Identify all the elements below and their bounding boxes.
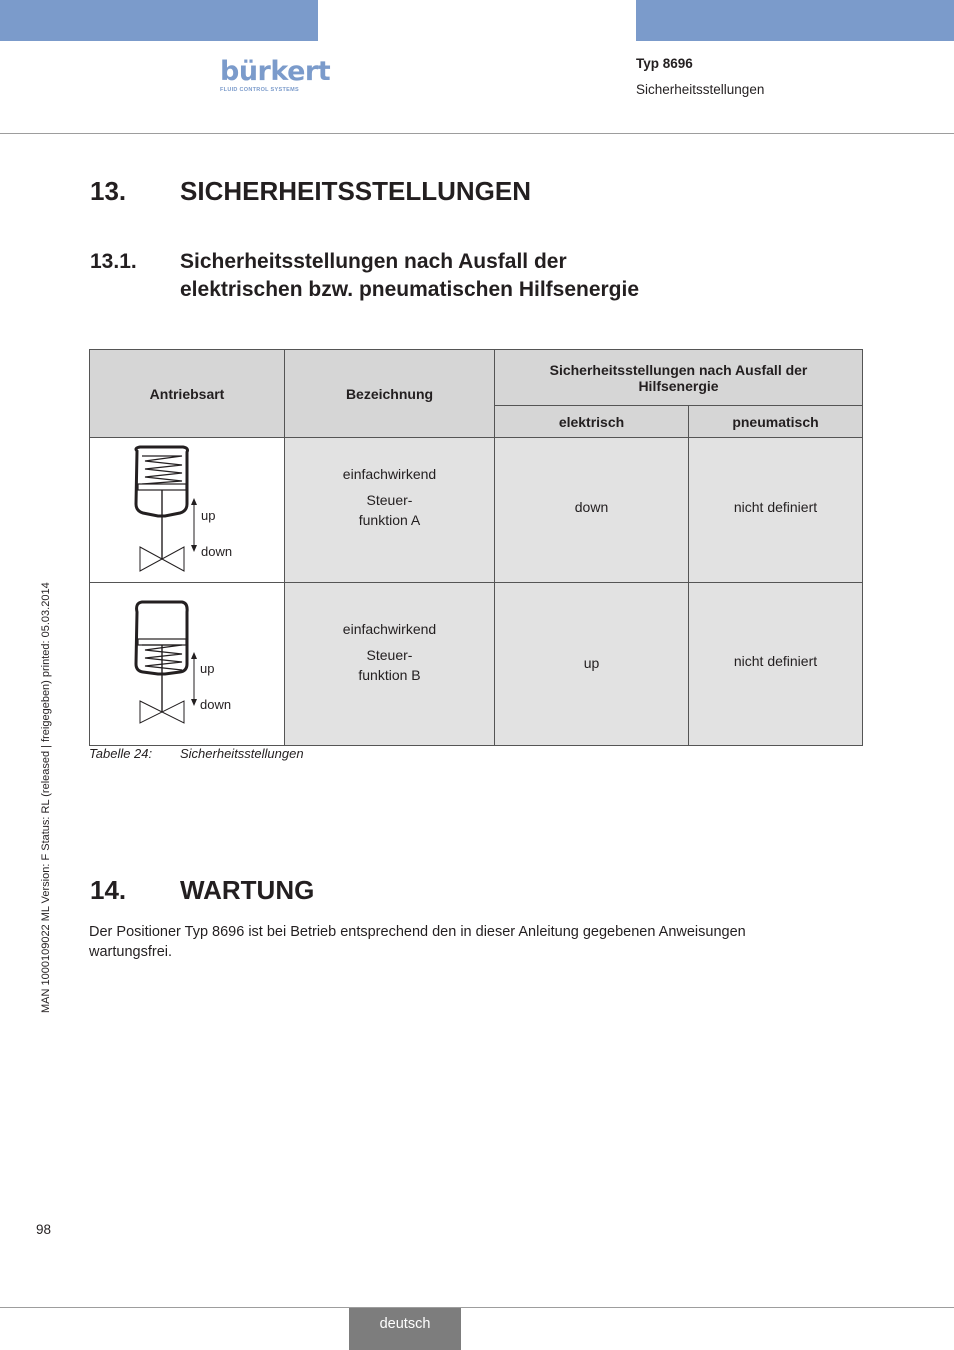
wartung-paragraph: Der Positioner Typ 8696 ist bei Betrieb entsprechend den in dieser Anleitung gegebenen Anweisungen wartungsfrei. — [89, 924, 746, 960]
section-13-1-number: 13.1. — [90, 250, 137, 273]
header-product: Typ 8696 — [636, 56, 693, 71]
bez-a-line3: funktion A — [358, 512, 421, 528]
logo-wordmark: bürkert — [220, 56, 331, 87]
actuator-diagram-cell — [90, 583, 285, 746]
header-section: Sicherheitsstellungen — [636, 82, 765, 97]
pneumatisch-cell-b — [689, 583, 863, 746]
bez-a-line2: Steuer- — [366, 492, 413, 508]
bez-b-line2: Steuer- — [366, 647, 413, 663]
chapter-14-number: 14. — [90, 875, 127, 905]
header-safety-group — [495, 350, 863, 406]
document-status-text: MAN 1000109022 ML Version: F Status: RL (released | freigegeben) printed: 05.03.2014 — [40, 582, 52, 1013]
table-caption-label: Tabelle 24: — [89, 746, 153, 761]
actuator-b-down-label: down — [200, 697, 232, 712]
header-pneumatisch: pneumatisch — [689, 406, 863, 438]
actuator-diagram-cell — [90, 438, 285, 583]
header-antriebsart: Antriebsart — [90, 350, 285, 438]
chapter-13-number: 13. — [90, 176, 127, 206]
footer-divider — [0, 1307, 954, 1308]
elektrisch-cell-a — [495, 438, 689, 583]
bez-b-line3: funktion B — [358, 667, 421, 683]
pneumatisch-cell-a — [689, 438, 863, 583]
bez-b-line1: einfachwirkend — [342, 621, 437, 637]
section-13-1-title-line2: elektrischen bzw. pneumatischen Hilfsenergie — [180, 278, 640, 301]
safety-positions-table — [89, 349, 863, 746]
actuator-b-diagram — [90, 583, 285, 742]
bezeichnung-cell-a — [285, 438, 495, 583]
actuator-a-down-label: down — [201, 544, 233, 559]
table-caption-text: Sicherheitsstellungen — [180, 746, 304, 761]
elektrisch-cell-b — [495, 583, 689, 746]
logo-subtitle: FLUID CONTROL SYSTEMS — [220, 87, 299, 93]
pneumatisch-a-value: nicht definiert — [733, 499, 818, 515]
actuator-b-up-label: up — [200, 661, 215, 676]
header-safety-group-label: Sicherheitsstellungen nach Ausfall der Hilfsenergie — [549, 361, 808, 394]
header-bezeichnung: Bezeichnung — [285, 350, 495, 438]
header-band-right — [636, 0, 954, 41]
language-tab: deutsch — [349, 1308, 461, 1350]
header-band-left — [0, 0, 318, 41]
pneumatisch-b-value: nicht definiert — [733, 653, 818, 669]
section-13-1-title-line1: Sicherheitsstellungen nach Ausfall der — [180, 250, 567, 273]
actuator-a-up-label: up — [201, 508, 216, 523]
bez-a-line1: einfachwirkend — [342, 466, 437, 482]
header-divider — [0, 133, 954, 134]
chapter-14-title: WARTUNG — [180, 875, 315, 905]
table-caption — [89, 746, 304, 761]
actuator-a-diagram — [90, 438, 285, 579]
elektrisch-a-value: down — [574, 499, 609, 515]
company-logo — [220, 56, 331, 93]
page-number: 98 — [36, 1222, 52, 1237]
elektrisch-b-value: up — [583, 655, 600, 671]
chapter-13-title: SICHERHEITSSTELLUNGEN — [180, 176, 532, 206]
header-elektrisch: elektrisch — [495, 406, 689, 438]
bezeichnung-cell-b — [285, 583, 495, 746]
